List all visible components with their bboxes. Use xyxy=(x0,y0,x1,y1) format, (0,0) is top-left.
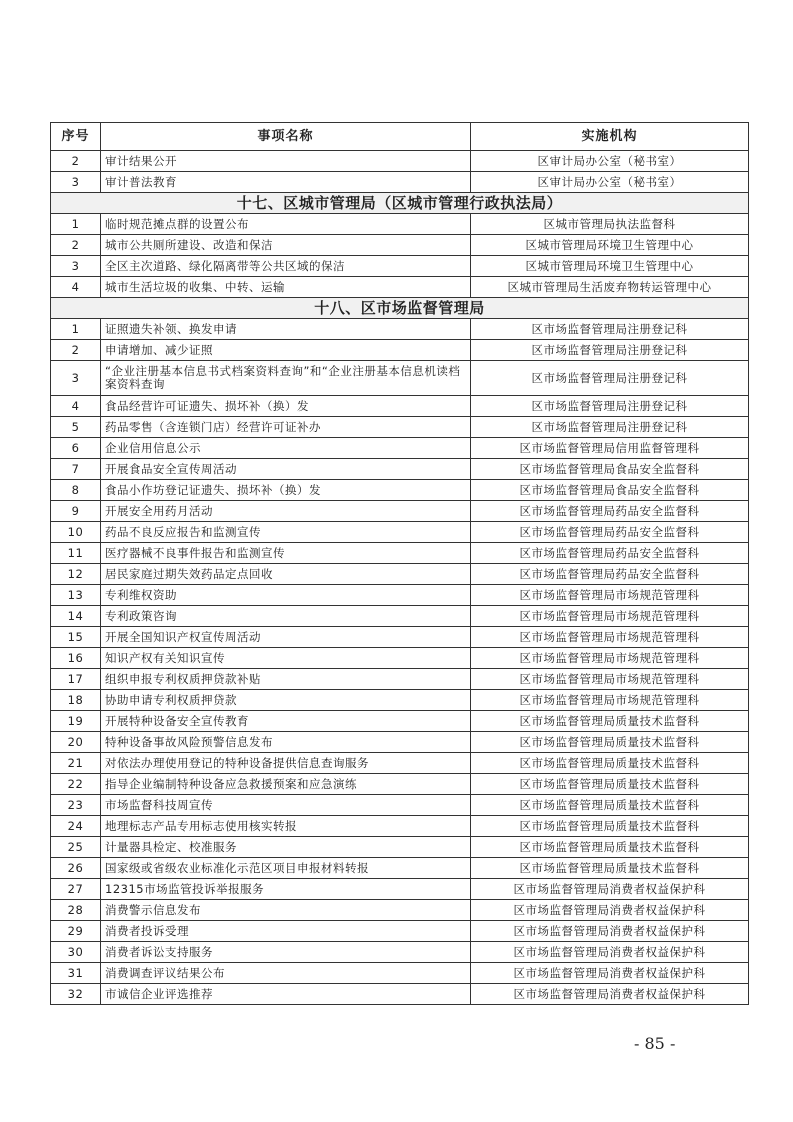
table-row xyxy=(51,277,749,298)
row-item: 消费调查评议结果公布 xyxy=(101,963,471,984)
row-agency: 区市场监督管理局质量技术监督科 xyxy=(471,816,749,837)
row-number: 3 xyxy=(51,256,101,277)
row-number: 11 xyxy=(51,543,101,564)
row-agency: 区市场监督管理局质量技术监督科 xyxy=(471,795,749,816)
row-agency: 区市场监督管理局质量技术监督科 xyxy=(471,753,749,774)
row-number: 32 xyxy=(51,984,101,1005)
table-row xyxy=(51,438,749,459)
table-row xyxy=(51,543,749,564)
row-number: 23 xyxy=(51,795,101,816)
row-agency: 区市场监督管理局市场规范管理科 xyxy=(471,627,749,648)
row-agency: 区城市管理局环境卫生管理中心 xyxy=(471,235,749,256)
row-number: 31 xyxy=(51,963,101,984)
row-number: 25 xyxy=(51,837,101,858)
row-agency: 区市场监督管理局市场规范管理科 xyxy=(471,669,749,690)
row-item: 城市公共厕所建设、改造和保洁 xyxy=(101,235,471,256)
row-item: 开展食品安全宣传周活动 xyxy=(101,459,471,480)
row-agency: 区市场监督管理局药品安全监督科 xyxy=(471,501,749,522)
row-item: “企业注册基本信息书式档案资料查询”和“企业注册基本信息机读档案资料查询 xyxy=(101,361,471,396)
row-number: 7 xyxy=(51,459,101,480)
row-item: 对依法办理使用登记的特种设备提供信息查询服务 xyxy=(101,753,471,774)
row-number: 24 xyxy=(51,816,101,837)
row-item: 证照遗失补领、换发申请 xyxy=(101,319,471,340)
table-row xyxy=(51,690,749,711)
row-item: 城市生活垃圾的收集、中转、运输 xyxy=(101,277,471,298)
page-number: - 85 - xyxy=(634,1034,676,1053)
row-item: 消费者投诉受理 xyxy=(101,921,471,942)
row-number: 18 xyxy=(51,690,101,711)
row-item: 食品经营许可证遗失、损坏补（换）发 xyxy=(101,396,471,417)
row-agency: 区城市管理局生活废弃物转运管理中心 xyxy=(471,277,749,298)
row-number: 4 xyxy=(51,396,101,417)
row-number: 20 xyxy=(51,732,101,753)
table-row xyxy=(51,837,749,858)
row-item: 临时规范摊点群的设置公布 xyxy=(101,214,471,235)
row-item: 组织申报专利权质押贷款补贴 xyxy=(101,669,471,690)
section-heading-row xyxy=(51,193,749,214)
row-item: 药品不良反应报告和监测宣传 xyxy=(101,522,471,543)
table-row xyxy=(51,361,749,396)
table-row xyxy=(51,669,749,690)
row-item: 知识产权有关知识宣传 xyxy=(101,648,471,669)
row-agency: 区市场监督管理局市场规范管理科 xyxy=(471,585,749,606)
table-row xyxy=(51,942,749,963)
row-agency: 区市场监督管理局质量技术监督科 xyxy=(471,837,749,858)
row-agency: 区市场监督管理局消费者权益保护科 xyxy=(471,900,749,921)
table-row xyxy=(51,172,749,193)
row-number: 6 xyxy=(51,438,101,459)
table-row xyxy=(51,214,749,235)
row-number: 10 xyxy=(51,522,101,543)
header-implementing-agency: 实施机构 xyxy=(471,123,749,151)
row-agency: 区审计局办公室（秘书室） xyxy=(471,151,749,172)
table-row xyxy=(51,816,749,837)
table-row xyxy=(51,417,749,438)
row-number: 16 xyxy=(51,648,101,669)
row-agency: 区市场监督管理局消费者权益保护科 xyxy=(471,879,749,900)
row-item: 居民家庭过期失效药品定点回收 xyxy=(101,564,471,585)
row-agency: 区市场监督管理局注册登记科 xyxy=(471,319,749,340)
row-item: 国家级或省级农业标准化示范区项目申报材料转报 xyxy=(101,858,471,879)
row-number: 4 xyxy=(51,277,101,298)
row-item: 专利政策咨询 xyxy=(101,606,471,627)
row-number: 21 xyxy=(51,753,101,774)
row-number: 5 xyxy=(51,417,101,438)
table-row xyxy=(51,235,749,256)
table-row xyxy=(51,732,749,753)
row-agency: 区市场监督管理局市场规范管理科 xyxy=(471,690,749,711)
row-item: 协助申请专利权质押贷款 xyxy=(101,690,471,711)
row-agency: 区审计局办公室（秘书室） xyxy=(471,172,749,193)
row-item: 市场监督科技周宣传 xyxy=(101,795,471,816)
row-number: 9 xyxy=(51,501,101,522)
row-item: 地理标志产品专用标志使用核实转报 xyxy=(101,816,471,837)
table-row xyxy=(51,396,749,417)
table-row xyxy=(51,963,749,984)
row-agency: 区市场监督管理局药品安全监督科 xyxy=(471,564,749,585)
row-item: 全区主次道路、绿化隔离带等公共区域的保洁 xyxy=(101,256,471,277)
table-row xyxy=(51,774,749,795)
row-agency: 区市场监督管理局信用监督管理科 xyxy=(471,438,749,459)
table-row xyxy=(51,585,749,606)
section-heading-row xyxy=(51,298,749,319)
row-agency: 区市场监督管理局消费者权益保护科 xyxy=(471,942,749,963)
row-number: 14 xyxy=(51,606,101,627)
row-number: 22 xyxy=(51,774,101,795)
table-row xyxy=(51,900,749,921)
table-row xyxy=(51,984,749,1005)
table-row xyxy=(51,711,749,732)
row-number: 1 xyxy=(51,214,101,235)
row-number: 2 xyxy=(51,151,101,172)
row-agency: 区市场监督管理局质量技术监督科 xyxy=(471,711,749,732)
row-item: 食品小作坊登记证遗失、损坏补（换）发 xyxy=(101,480,471,501)
table-row xyxy=(51,606,749,627)
row-agency: 区城市管理局执法监督科 xyxy=(471,214,749,235)
row-item: 消费者诉讼支持服务 xyxy=(101,942,471,963)
row-number: 2 xyxy=(51,235,101,256)
row-number: 8 xyxy=(51,480,101,501)
table-row xyxy=(51,858,749,879)
row-item: 审计结果公开 xyxy=(101,151,471,172)
table-row xyxy=(51,480,749,501)
table-body xyxy=(51,151,749,1005)
table-row xyxy=(51,501,749,522)
row-number: 19 xyxy=(51,711,101,732)
header-serial-number: 序号 xyxy=(51,123,101,151)
row-item: 开展安全用药月活动 xyxy=(101,501,471,522)
row-agency: 区市场监督管理局市场规范管理科 xyxy=(471,606,749,627)
row-agency: 区市场监督管理局注册登记科 xyxy=(471,340,749,361)
row-agency: 区市场监督管理局消费者权益保护科 xyxy=(471,984,749,1005)
table-row xyxy=(51,459,749,480)
row-number: 13 xyxy=(51,585,101,606)
table-row xyxy=(51,879,749,900)
row-number: 1 xyxy=(51,319,101,340)
row-number: 27 xyxy=(51,879,101,900)
row-item: 12315市场监管投诉举报服务 xyxy=(101,879,471,900)
row-agency: 区市场监督管理局药品安全监督科 xyxy=(471,543,749,564)
table-row xyxy=(51,648,749,669)
row-agency: 区市场监督管理局食品安全监督科 xyxy=(471,459,749,480)
row-number: 17 xyxy=(51,669,101,690)
table-row xyxy=(51,795,749,816)
row-agency: 区城市管理局环境卫生管理中心 xyxy=(471,256,749,277)
table-row xyxy=(51,256,749,277)
row-item: 申请增加、减少证照 xyxy=(101,340,471,361)
row-agency: 区市场监督管理局质量技术监督科 xyxy=(471,732,749,753)
row-number: 3 xyxy=(51,361,101,396)
row-item: 开展特种设备安全宣传教育 xyxy=(101,711,471,732)
row-agency: 区市场监督管理局质量技术监督科 xyxy=(471,774,749,795)
row-item: 计量器具检定、校准服务 xyxy=(101,837,471,858)
header-item-name: 事项名称 xyxy=(101,123,471,151)
table-row xyxy=(51,753,749,774)
table-row xyxy=(51,921,749,942)
row-number: 29 xyxy=(51,921,101,942)
row-number: 12 xyxy=(51,564,101,585)
row-agency: 区市场监督管理局注册登记科 xyxy=(471,417,749,438)
row-agency: 区市场监督管理局注册登记科 xyxy=(471,361,749,396)
row-item: 特种设备事故风险预警信息发布 xyxy=(101,732,471,753)
table-row xyxy=(51,319,749,340)
row-item: 专利维权资助 xyxy=(101,585,471,606)
row-item: 医疗器械不良事件报告和监测宣传 xyxy=(101,543,471,564)
row-item: 消费警示信息发布 xyxy=(101,900,471,921)
table-row xyxy=(51,627,749,648)
row-item: 审计普法教育 xyxy=(101,172,471,193)
row-item: 指导企业编制特种设备应急救援预案和应急演练 xyxy=(101,774,471,795)
row-number: 15 xyxy=(51,627,101,648)
row-number: 2 xyxy=(51,340,101,361)
table-row xyxy=(51,564,749,585)
row-agency: 区市场监督管理局消费者权益保护科 xyxy=(471,921,749,942)
service-items-table xyxy=(50,122,749,1005)
row-item: 开展全国知识产权宣传周活动 xyxy=(101,627,471,648)
row-agency: 区市场监督管理局注册登记科 xyxy=(471,396,749,417)
row-agency: 区市场监督管理局食品安全监督科 xyxy=(471,480,749,501)
row-number: 28 xyxy=(51,900,101,921)
row-agency: 区市场监督管理局药品安全监督科 xyxy=(471,522,749,543)
row-agency: 区市场监督管理局市场规范管理科 xyxy=(471,648,749,669)
table-header-row xyxy=(51,123,749,151)
table-row xyxy=(51,340,749,361)
table-row xyxy=(51,522,749,543)
table-row xyxy=(51,151,749,172)
row-item: 市诚信企业评选推荐 xyxy=(101,984,471,1005)
section-title-city-management: 十七、区城市管理局（区城市管理行政执法局） xyxy=(51,193,749,214)
row-number: 30 xyxy=(51,942,101,963)
row-agency: 区市场监督管理局质量技术监督科 xyxy=(471,858,749,879)
row-agency: 区市场监督管理局消费者权益保护科 xyxy=(471,963,749,984)
row-item: 药品零售（含连锁门店）经营许可证补办 xyxy=(101,417,471,438)
section-title-market-supervision: 十八、区市场监督管理局 xyxy=(51,298,749,319)
row-number: 26 xyxy=(51,858,101,879)
row-item: 企业信用信息公示 xyxy=(101,438,471,459)
row-number: 3 xyxy=(51,172,101,193)
